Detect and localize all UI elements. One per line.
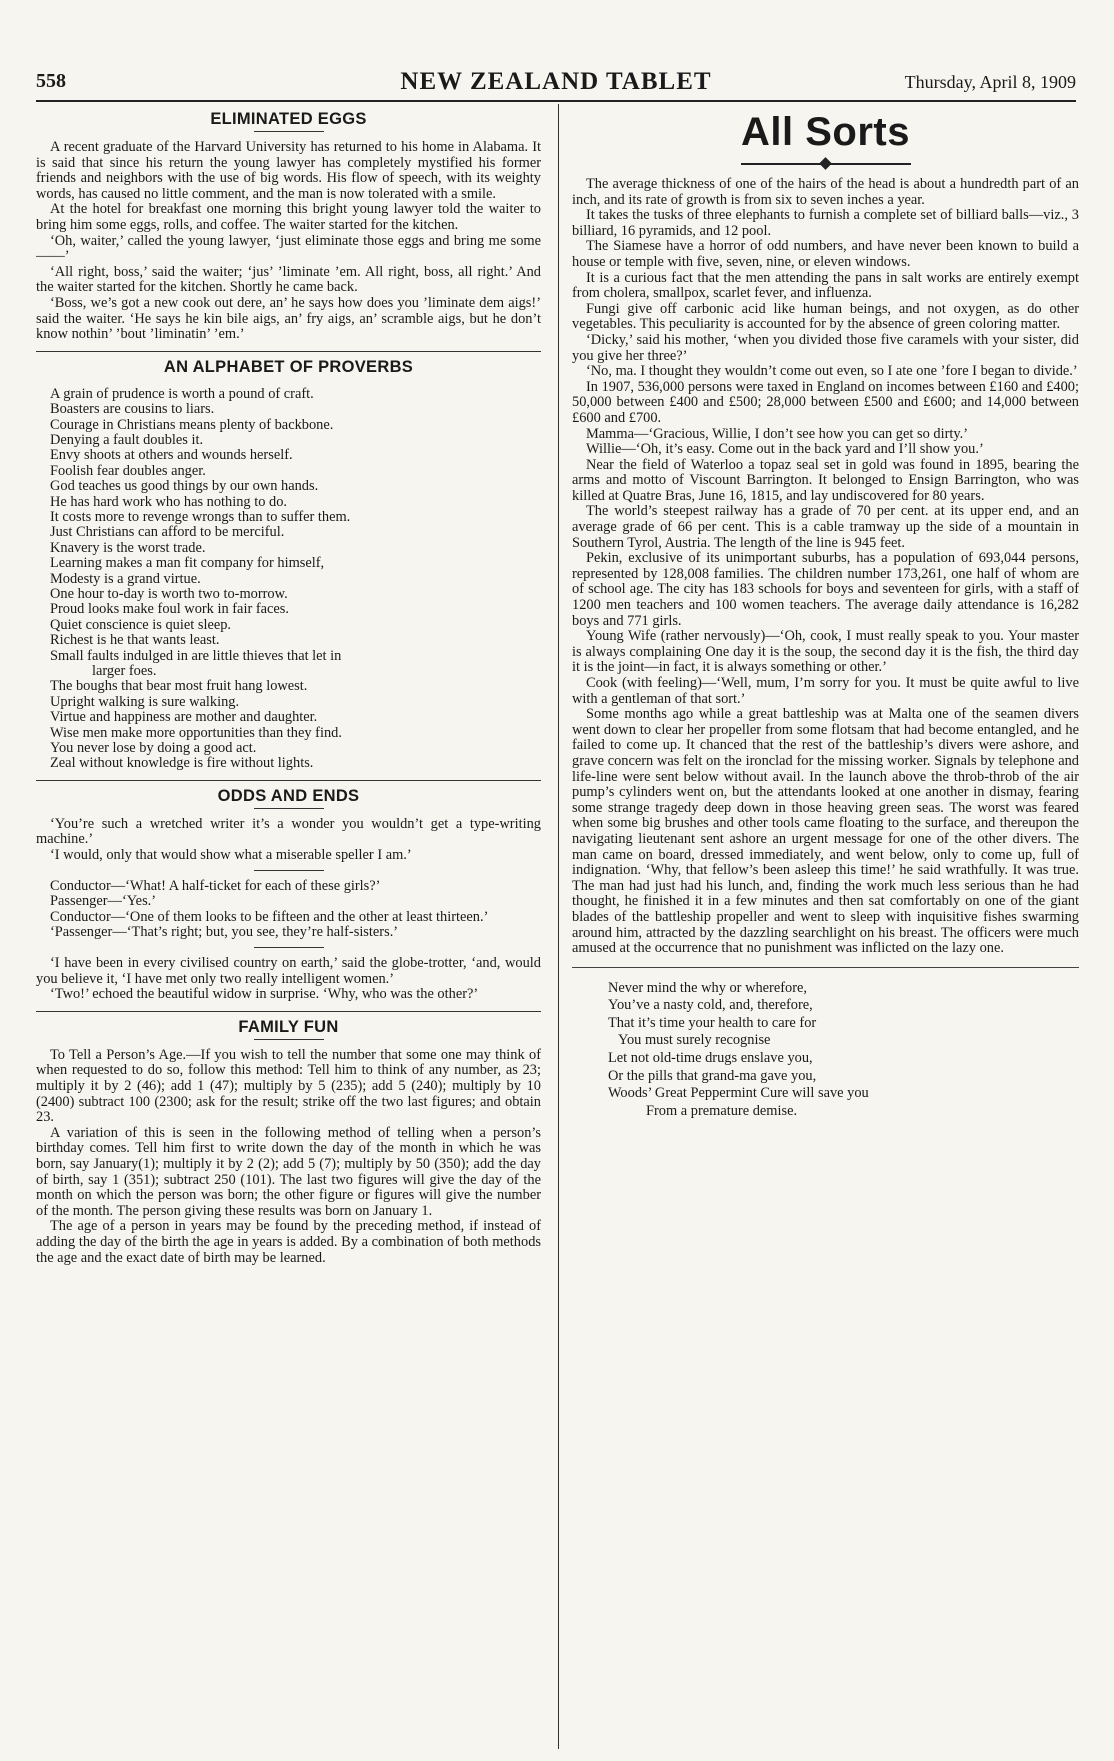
poem-line: From a premature demise. bbox=[646, 1102, 798, 1119]
paragraph: Conductor—‘What! A half-ticket for each of these girls?’ bbox=[50, 877, 381, 894]
paragraph: ‘I have been in every civilised country on earth,’ said the globe-trotter, ‘and, would you believe it, ‘I have met only two really intelligent women.’ bbox=[36, 955, 541, 987]
divider bbox=[254, 1039, 324, 1040]
proverb-line: One hour to-day is worth two to-morrow. bbox=[50, 586, 288, 602]
left-column bbox=[36, 104, 541, 1754]
paragraph: ‘Passenger—‘That’s right; but, you see, they’re half-sisters.’ bbox=[50, 924, 399, 941]
proverb-line: Wise men make more opportunities than they find. bbox=[50, 724, 342, 741]
section-divider bbox=[36, 351, 541, 352]
paragraph: A recent graduate of the Harvard University has returned to his home in Alabama. It is said that since his return the young lawyer has completely mystified his former friends and neighbors with the use of big words. His flow of speech, with its weighty words, has caused no little comment, and the man is now tolerated with a smile. bbox=[36, 139, 541, 202]
paragraph: It takes the tusks of three elephants to furnish a complete set of billiard balls—viz., 3 billiard, 16 pyramids, and 12 pool. bbox=[572, 207, 1079, 239]
paragraph: Some months ago while a great battleship was at Malta one of the seamen divers went down to clear her propeller from some flotsam that had become entangled, and he failed to come up. It chanced that the rest of the battleship’s divers were ashore, and grave concern was felt on the ironclad for the missing worker. Signals by telephone and life-line were sent below without avail. In the launch above the throb-throb of the air pump’s cylinders went on, but the attendants looked at one another in dismay, fearing some strange tragedy deep down in those heaving green seas. The worst was feared when some big brushes and other tools came floating to the surface, and thereupon the navigating lieutenant sent ashore an urgent message for one of the other divers. The man came on board, dressed immediately, and went below, only to come up, full of indignation. ‘Why, that fellow’s been asleep this time!’ he said wrathfully. It was true. The man had just had his lunch, and, finding the work much less serious than he had thought, he finished it in a few minutes and then sat comfortably on one of the giant blades of the battleship propeller and went to sleep with inquisitive fishes swarming around him, attracted by the dazzling searchlight on his breast. The officers were much amused at the occurrence that no punishment was inflicted on the lazy one. bbox=[572, 706, 1079, 957]
proverb-line: Denying a fault doubles it. bbox=[50, 431, 204, 448]
proverb-line: A grain of prudence is worth a pound of craft. bbox=[50, 385, 314, 402]
paragraph: Mamma—‘Gracious, Willie, I don’t see how you can get so dirty.’ bbox=[586, 425, 969, 442]
proverb-line: Knavery is the worst trade. bbox=[50, 539, 206, 556]
paragraph: At the hotel for breakfast one morning this bright young lawyer told the waiter to bring him some eggs, rolls, and coffee. The waiter started for the kitchen. bbox=[36, 201, 541, 233]
page-number: 558 bbox=[36, 70, 66, 92]
paragraph: The world’s steepest railway has a grade of 70 per cent. at its upper end, and an average grade of 66 per cent. This is a cable tramway up the side of a mountain in Southern Tyrol, Austria. The length of the line is 945 feet. bbox=[572, 503, 1079, 551]
section-heading-all-sorts: All Sorts bbox=[741, 110, 910, 154]
paragraph: Cook (with feeling)—‘Well, mum, I’m sorry for you. It must be quite awful to live with a gentleman of that sort.’ bbox=[572, 675, 1079, 707]
divider bbox=[254, 947, 324, 948]
proverb-line: God teaches us good things by our own hands. bbox=[50, 478, 319, 495]
paragraph: Conductor—‘One of them looks to be fifteen and the other at least thirteen.’ bbox=[50, 908, 489, 925]
newspaper-title: NEW ZEALAND TABLET bbox=[400, 68, 712, 95]
paragraph: It is a curious fact that the men attending the pans in salt works are entirely exempt from cholera, smallpox, scarlet fever, and influenza. bbox=[572, 269, 1079, 302]
poem-line: Never mind the why or wherefore, bbox=[608, 979, 807, 996]
proverb-line: Quiet conscience is quiet sleep. bbox=[50, 616, 232, 633]
section-divider bbox=[36, 1011, 541, 1012]
masthead bbox=[36, 70, 1076, 102]
proverb-line: Modesty is a grand virtue. bbox=[50, 570, 201, 587]
proverb-line: He has hard work who has nothing to do. bbox=[50, 493, 288, 510]
divider bbox=[254, 870, 324, 871]
paragraph: ‘You’re such a wretched writer it’s a wonder you wouldn’t get a type-writing machine.’ bbox=[36, 815, 541, 848]
section-heading-family-fun: FAMILY FUN bbox=[238, 1017, 339, 1036]
proverb-line: The boughs that bear most fruit hang lowest. bbox=[50, 678, 308, 695]
paragraph: The Siamese have a horror of odd numbers, and have never been known to build a house or temple with five, seven, nine, or eleven windows. bbox=[572, 238, 1079, 270]
proverb-line: Envy shoots at others and wounds herself. bbox=[50, 447, 293, 464]
column-divider bbox=[558, 104, 559, 1749]
section-divider bbox=[36, 780, 541, 781]
proverb-list bbox=[36, 387, 541, 772]
paragraph: Young Wife (rather nervously)—‘Oh, cook, I must really speak to you. Your master is always complaining One day it is the soup, the second day it is the fish, the third day it is the joint—in fact, it is always something or other.’ bbox=[572, 628, 1079, 676]
section-heading-eliminated-eggs: ELIMINATED EGGS bbox=[210, 110, 367, 128]
proverb-line: Small faults indulged in are little thieves that let in bbox=[50, 647, 342, 664]
ornamental-divider bbox=[741, 157, 911, 171]
proverb-line: larger foes. bbox=[92, 663, 157, 680]
proverb-line: Virtue and happiness are mother and daughter. bbox=[50, 709, 318, 726]
poem-line: Woods’ Great Peppermint Cure will save you bbox=[608, 1085, 869, 1102]
paragraph: In 1907, 536,000 persons were taxed in England on incomes between £160 and £400; 50,000 between £400 and £500; 28,000 between £500 and £600; and 14,000 between £600 and £700. bbox=[572, 378, 1079, 426]
poem-line: You must surely recognise bbox=[618, 1032, 771, 1049]
poem-line: That it’s time your health to care for bbox=[608, 1014, 817, 1031]
paragraph: ‘All right, boss,’ said the waiter; ‘jus’ ’liminate ’em. All right, boss, all right.’ And the waiter started for the kitchen. Shortly he came back. bbox=[36, 263, 541, 296]
proverb-line: Boasters are cousins to liars. bbox=[50, 401, 215, 418]
proverb-line: Courage in Christians means plenty of backbone. bbox=[50, 416, 334, 433]
proverb-line: Zeal without knowledge is fire without lights. bbox=[50, 755, 314, 772]
paragraph: The age of a person in years may be found by the preceding method, if instead of adding the day of the birth the age in years is added. By a combination of both methods the age and the exact date of birth may be learned. bbox=[36, 1218, 541, 1266]
paragraph: A variation of this is seen in the following method of telling when a person’s birthday comes. Tell him first to write down the day of the month in which he was born, say January(1); multiply it by 2 (2); add 5 (7); multiply by 50 (350); add the day of birth, say 1 (351); subtract 250 (101). The last two figures will give the day of the month on which the person was born; the other figure or figures will give the number of the month. The person giving these results was born on January 1. bbox=[36, 1124, 541, 1219]
divider bbox=[254, 131, 324, 132]
paragraph: ‘I would, only that would show what a miserable speller I am.’ bbox=[50, 847, 412, 864]
paragraph: ‘Oh, waiter,’ called the young lawyer, ‘just eliminate those eggs and bring me some——’ bbox=[36, 232, 541, 265]
paragraph: To Tell a Person’s Age.—If you wish to tell the number that some one may think of when requested to do so, follow this method: Tell him to think of any number, as 23; multiply it by 2 (46); add 1 (47); multiply by 5 (235); add 5 (240); multiply by 10 (2400) subtract 100 (2300; ask for the result; strike off the two last figures; and obtain 23. bbox=[36, 1046, 541, 1126]
issue-date: Thursday, April 8, 1909 bbox=[904, 72, 1076, 92]
paragraph: Near the field of Waterloo a topaz seal set in gold was found in 1895, bearing the arms and motto of Viscount Barrington. It belonged to Ensign Barrington, who was killed at Quatre Bras, June 16, 1815, and lay undiscovered for 80 years. bbox=[572, 456, 1079, 504]
proverb-line: Proud looks make foul work in fair faces. bbox=[50, 601, 289, 618]
paragraph: Willie—‘Oh, it’s easy. Come out in the back yard and I’ll show you.’ bbox=[586, 441, 984, 458]
section-heading-odds-and-ends: ODDS AND ENDS bbox=[217, 786, 360, 805]
right-column bbox=[572, 104, 1079, 1754]
proverb-line: Learning makes a man fit company for himself, bbox=[50, 555, 325, 572]
paragraph: Fungi give off carbonic acid like human beings, and not oxygen, as do other vegetables. This peculiarity is accounted for by the absence of green coloring matter. bbox=[572, 300, 1079, 333]
diamond-icon bbox=[819, 157, 832, 170]
section-heading-proverbs: AN ALPHABET OF PROVERBS bbox=[163, 357, 414, 376]
paragraph: ‘No, ma. I thought they wouldn’t come out even, so I ate one ’fore I began to divide.’ bbox=[586, 363, 1078, 380]
advertisement-poem bbox=[608, 980, 1079, 1121]
proverb-line: Just Christians can afford to be merciful. bbox=[50, 524, 285, 541]
proverb-line: Foolish fear doubles anger. bbox=[50, 462, 206, 479]
proverb-line: You never lose by doing a good act. bbox=[50, 740, 257, 757]
poem-line: Let not old-time drugs enslave you, bbox=[608, 1050, 813, 1067]
paragraph: Pekin, exclusive of its unimportant suburbs, has a population of 693,044 persons, represented by 128,008 families. The children number 173,261, one half of whom are of school age. The city has 183 schools for boys and seventeen for girls, with a staff of 1200 men teachers and 100 women teachers. The average daily attendance is 16,282 boys and 771 girls. bbox=[572, 550, 1079, 629]
paragraph: The average thickness of one of the hairs of the head is about a hundredth part of an inch, and its rate of growth is from six to seven inches a year. bbox=[572, 176, 1079, 208]
proverb-line: Upright walking is sure walking. bbox=[50, 693, 240, 710]
divider bbox=[254, 808, 324, 809]
paragraph: ‘Dicky,’ said his mother, ‘when you divided those five caramels with your sister, did you give her three?’ bbox=[572, 331, 1079, 364]
paragraph: Passenger—‘Yes.’ bbox=[50, 893, 157, 910]
paragraph: ‘Boss, we’s got a new cook out dere, an’ he says how does you ’liminate dem aigs!’ said the waiter. ‘He says he kin bile aigs, an’ fry aigs, an’ scramble aigs, but he don’t know nothin’ ’bout ’liminatin’ ’em.’ bbox=[36, 294, 541, 343]
poem-line: Or the pills that grand-ma gave you, bbox=[608, 1067, 817, 1084]
proverb-line: It costs more to revenge wrongs than to suffer them. bbox=[50, 508, 351, 525]
section-divider bbox=[572, 967, 1079, 968]
paragraph: ‘Two!’ echoed the beautiful widow in surprise. ‘Why, who was the other?’ bbox=[50, 986, 479, 1003]
poem-line: You’ve a nasty cold, and, therefore, bbox=[608, 997, 813, 1014]
proverb-line: Richest is he that wants least. bbox=[50, 632, 220, 649]
